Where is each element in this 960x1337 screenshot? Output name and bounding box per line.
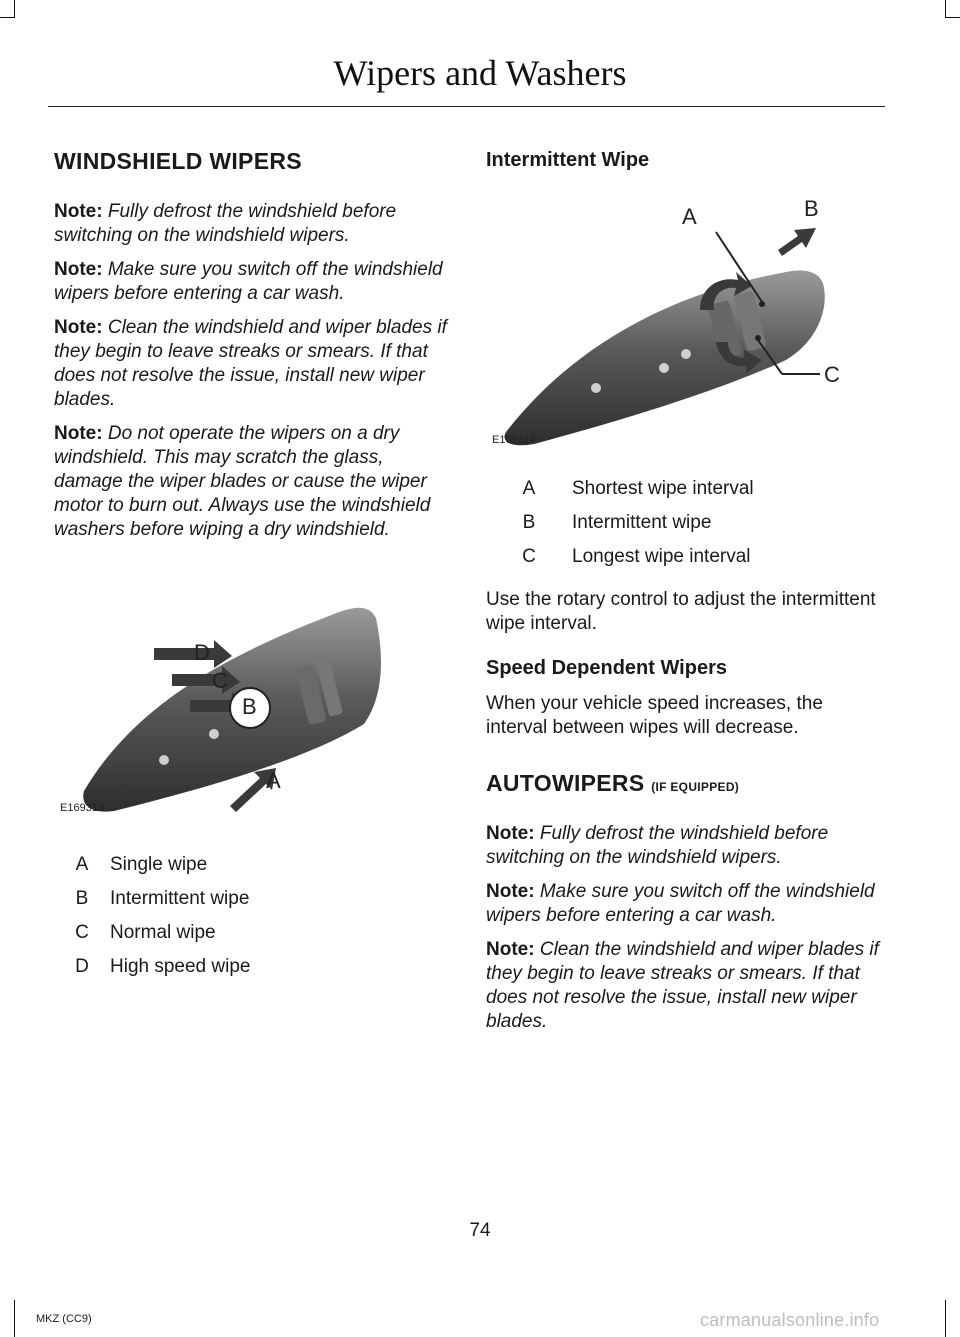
wiper-stalk-figure [54,556,450,818]
crop-mark [14,1300,15,1337]
header-divider [48,106,885,107]
left-column [54,148,450,994]
callout-label: A [266,767,281,793]
note: Note: Fully defrost the windshield before switching on the windshield wipers. [486,822,829,868]
model-code: MKZ (CC9) [36,1313,92,1325]
callout-label: B [242,693,257,719]
note: Note: Clean the windshield and wiper blades if they begin to leave streaks or smears. If that does not resolve the issue, install new wiper blades. [486,938,879,1032]
callout-label: A [682,204,697,229]
legend-row: B Intermittent wipe [75,887,250,909]
section-heading-intermittent-wipe: Intermittent Wipe [486,149,650,171]
body-text: When your vehicle speed increases, the interval between wipes will decrease. [486,693,823,738]
callout-label: D [194,639,210,665]
body-text: Use the rotary control to adjust the intermittent wipe interval. [486,589,876,634]
rotary-control-figure [486,192,886,450]
section-heading-autowipers: AUTOWIPERS (IF EQUIPPED) [486,770,740,796]
crop-mark [945,17,960,18]
figure-code: E169313 [60,801,105,814]
page-number: 74 [469,1220,491,1241]
note: Note: Clean the windshield and wiper blades if they begin to leave streaks or smears. If that does not resolve the issue, install new wiper blades. [54,316,447,410]
legend-table [54,848,450,984]
legend-row: A Shortest wipe interval [522,478,754,499]
watermark: carmanualsonline.info [700,1310,880,1330]
section-heading-windshield-wipers: WINDSHIELD WIPERS [54,148,302,174]
legend-row: C Longest wipe interval [522,546,751,567]
note: Note: Make sure you switch off the windshield wipers before entering a car wash. [54,258,443,304]
right-column [486,148,886,1044]
equipment-qualifier: (IF EQUIPPED) [651,780,740,794]
note: Note: Make sure you switch off the windshield wipers before entering a car wash. [486,880,875,926]
callout-label: B [804,196,819,221]
legend-row: A Single wipe [75,853,208,875]
legend-row: C Normal wipe [75,921,216,943]
section-heading-speed-dependent: Speed Dependent Wipers [486,657,727,679]
callout-label: C [824,362,840,387]
callout-label: C [212,667,228,693]
note: Note: Fully defrost the windshield before switching on the windshield wipers. [54,200,397,246]
wiper-stalk-illustration [54,556,450,818]
crop-mark [945,0,946,18]
note: Note: Do not operate the wipers on a dry windshield. This may scratch the glass, damage the wiper blades or cause the wiper motor to burn out. Always use the windshield washers before wiping a dry windshield. [54,422,431,540]
legend-table [486,472,886,574]
crop-mark [0,17,15,18]
figure-code: E169314 [492,434,537,446]
page-title: Wipers and Washers [333,53,627,93]
rotary-control-illustration [486,192,886,450]
crop-mark [14,0,15,18]
crop-mark [945,1300,946,1337]
legend-row: B Intermittent wipe [522,512,712,533]
legend-row: D High speed wipe [75,955,251,977]
